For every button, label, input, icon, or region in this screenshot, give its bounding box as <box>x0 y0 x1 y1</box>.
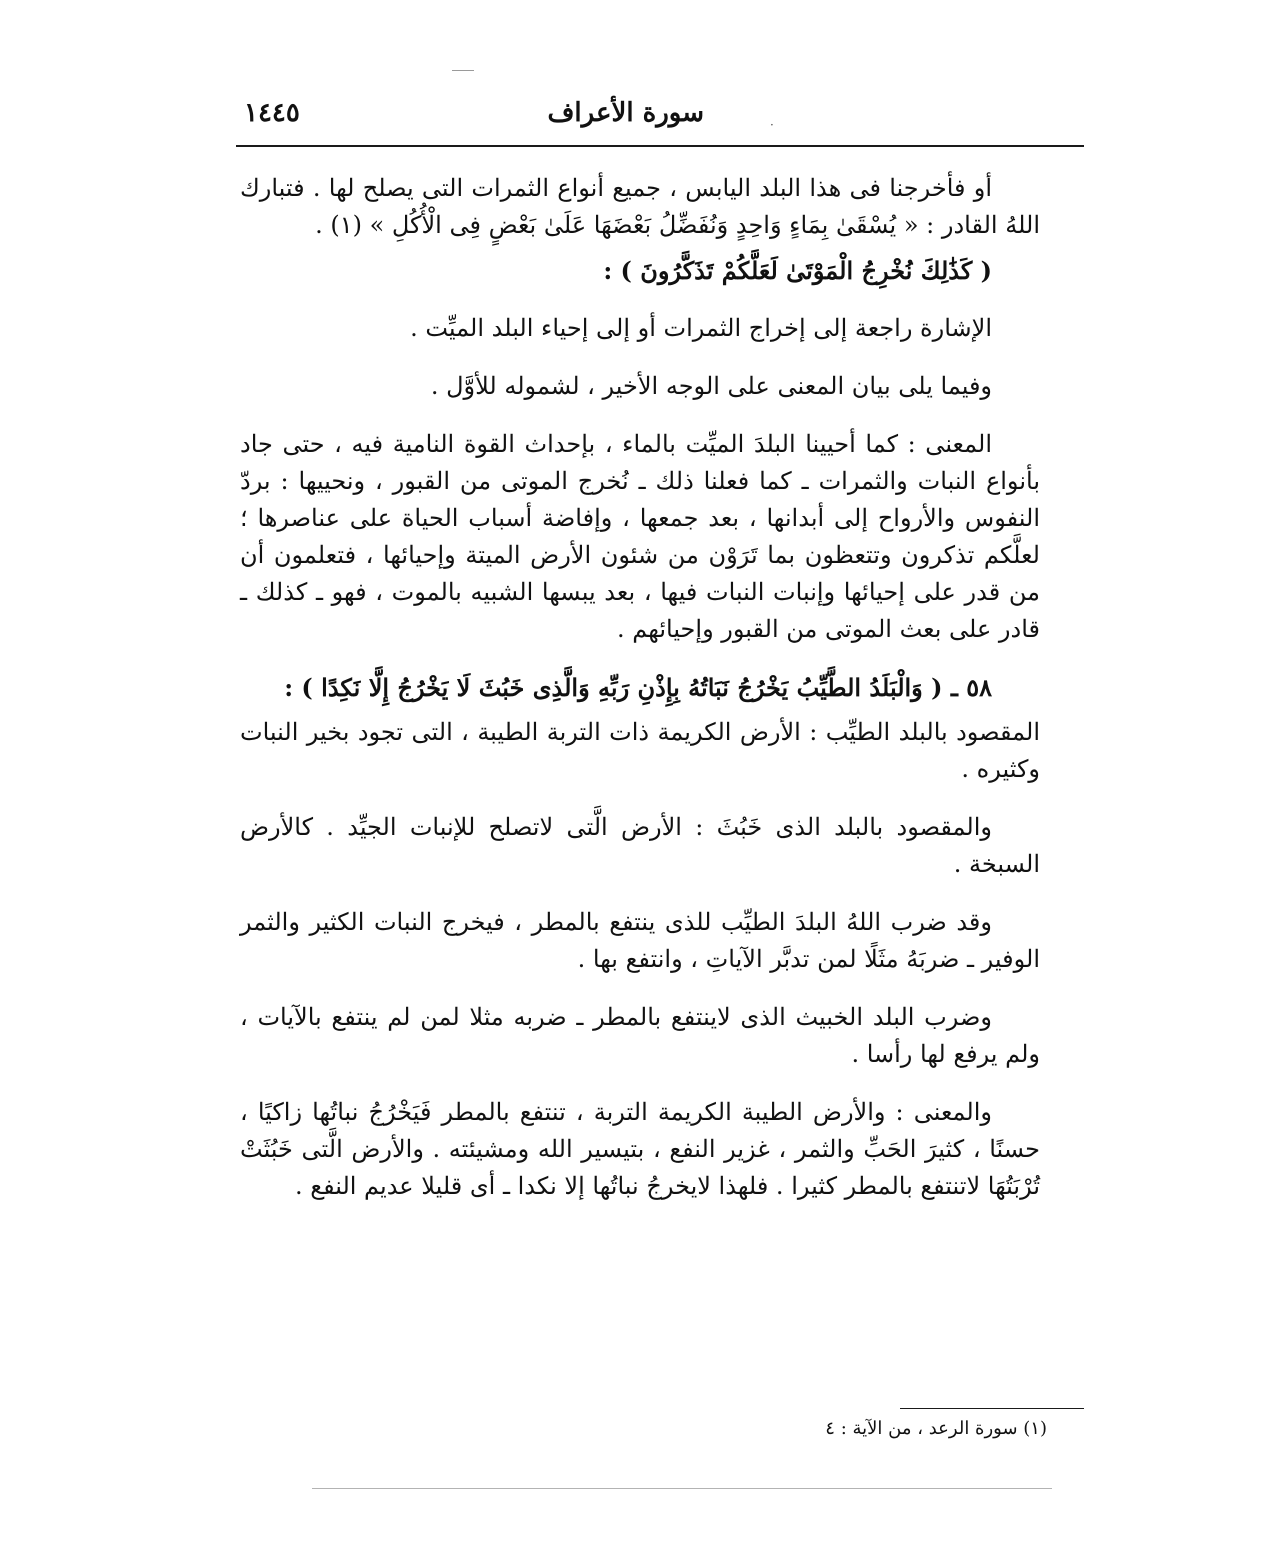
scan-dot: · <box>770 118 774 132</box>
paragraph-1: أو فأخرجنا فى هذا البلد اليابس ، جميع أنواع الثمرات التى يصلح لها . فتبارك اللهُ القادر : « يُسْقَىٰ بِمَاءٍ وَاحِدٍ وَنُفَضِّلُ بَعْضَهَا عَلَىٰ بَعْضٍ فِى الْأُكُلِ » (١) . <box>240 174 1040 239</box>
surah-title: سورة الأعراف <box>547 98 704 128</box>
paragraph-9: والمعنى : والأرض الطيبة الكريمة التربة ، تنتفع بالمطر فَيَخْرُجُ نباتُها زاكيًا ، حسنًا ، كثيرَ الحَبِّ والثمر ، غزير النفع ، بتيسير الله ومشيئته . والأرض الَّتى خَبُثَتْ تُرْبَتُهَا لاتنتفع بالمطر كثيرا . فلهذا لايخرجُ نباتُها إلا نكدا ـ أى قليلا عديم النفع . <box>240 1098 1040 1200</box>
page-header <box>236 96 1084 138</box>
paragraph-5: المقصود بالبلد الطيِّب : الأرض الكريمة ذات التربة الطيبة ، التى تجود بخير النبات وكثيره . <box>240 718 1040 783</box>
paragraph-8: وضرب البلد الخبيث الذى لاينتفع بالمطر ـ ضربه مثلا لمن لم ينتفع بالآيات ، ولم يرفع لها رأسا . <box>240 1003 1040 1068</box>
footnote: (١) سورة الرعد ، من الآية : ٤ <box>825 1418 1047 1439</box>
paragraph-2: الإشارة راجعة إلى إخراج الثمرات أو إلى إحياء البلد الميِّت . <box>410 314 992 342</box>
page-number: ١٤٤٥ <box>244 98 300 128</box>
scan-mark <box>452 70 474 71</box>
footnote-divider <box>900 1408 1084 1409</box>
verse-heading-58: ٥٨ ـ ( وَالْبَلَدُ الطَّيِّبُ يَخْرُجُ نَبَاتُهُ بِإِذْنِ رَبِّهِ وَالَّذِى خَبُثَ لَا يَخْرُجُ إِلَّا نَكِدًا ) : <box>284 673 992 702</box>
main-text <box>240 170 1040 1226</box>
header-divider <box>236 145 1084 147</box>
paragraph-4: المعنى : كما أحيينا البلدَ الميِّت بالماء ، بإحداث القوة النامية فيه ، حتى جاد بأنواع النبات والثمرات ـ كما فعلنا ذلك ـ نُخرج الموتى من القبور ، ونحييها : بردّ النفوس والأرواح إلى أبدانها ، بعد جمعها ، وإفاضة أسباب الحياة على عناصرها ؛ لعلَّكم تذكرون وتتعظون بما تَرَوْن من شئون الأرض الميتة وإحيائها ، فتعلمون أن من قدر على إحيائها وإنبات النبات فيها ، بعد يبسها الشبيه بالموت ، فهو ـ كذلك ـ قادر على بعث الموتى من القبور وإحيائهم . <box>240 430 1040 643</box>
paragraph-6: والمقصود بالبلد الذى خَبُثَ : الأرض الَّتى لاتصلح للإنبات الجيِّد . كالأرض السبخة . <box>240 813 1040 878</box>
scan-bottom-line <box>312 1488 1052 1489</box>
paragraph-3: وفيما يلى بيان المعنى على الوجه الأخير ، لشموله للأوَّل . <box>430 372 992 400</box>
verse-quote-1: ( كَذَٰلِكَ نُخْرِجُ الْمَوْتَىٰ لَعَلَّكُمْ تَذَكَّرُونَ ) : <box>603 256 992 285</box>
paragraph-7: وقد ضرب اللهُ البلدَ الطيِّب للذى ينتفع بالمطر ، فيخرج النبات الكثير والثمر الوفير ـ ضربَهُ مثَلًا لمن تدبَّر الآياتِ ، وانتفع بها . <box>240 908 1040 973</box>
